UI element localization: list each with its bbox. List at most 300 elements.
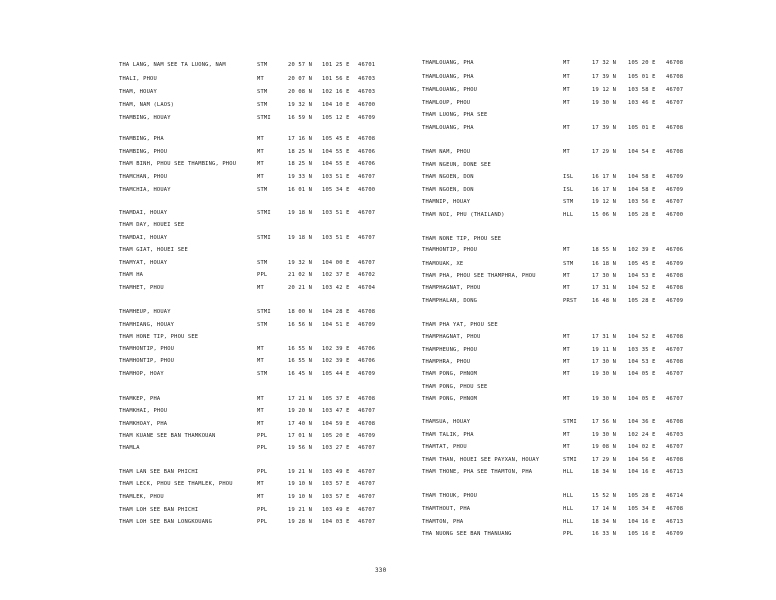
entry-lat: 19 56 N <box>288 445 313 451</box>
entry-sheet: 46708 <box>666 359 684 365</box>
entry-sheet: 46706 <box>358 161 376 167</box>
entry-name: THAMOUAK, XE <box>422 261 464 267</box>
entry-type: STMI <box>563 457 577 463</box>
entry-name: THAM HA <box>119 272 144 278</box>
entry-lon: 103 51 E <box>322 174 350 180</box>
entry-sheet: 46709 <box>666 187 684 193</box>
entry-name: THAM PONG, PHOU SEE <box>422 384 488 390</box>
entry-lat: 19 33 N <box>288 174 313 180</box>
entry-type: MT <box>563 60 570 66</box>
entry-lat: 18 25 N <box>288 149 313 155</box>
entry-lon: 102 39 E <box>322 358 350 364</box>
entry-lat: 19 08 N <box>592 444 617 450</box>
entry-name: THAM LECK, PHOU SEE THAMLEK, PHOU <box>119 481 233 487</box>
entry-lon: 103 35 E <box>628 347 656 353</box>
entry-type: MT <box>257 285 264 291</box>
entry-type: MT <box>257 396 264 402</box>
entry-sheet: 46707 <box>358 210 376 216</box>
entry-name: THAMHET, PHOU <box>119 285 164 291</box>
entry-name: THAMYAT, HOUAY <box>119 260 168 266</box>
entry-lon: 105 16 E <box>628 531 656 537</box>
entry-lat: 16 56 N <box>288 322 313 328</box>
entry-name: THAMHONTIP, PHOU <box>119 358 175 364</box>
entry-type: MT <box>563 432 570 438</box>
entry-lon: 104 56 E <box>628 457 656 463</box>
entry-lat: 20 08 N <box>288 89 313 95</box>
entry-lon: 104 10 E <box>322 102 350 108</box>
entry-lon: 101 25 E <box>322 62 350 68</box>
entry-lon: 104 16 E <box>628 519 656 525</box>
entry-type: HLL <box>563 212 574 218</box>
entry-lat: 19 30 N <box>592 371 617 377</box>
entry-type: STM <box>257 322 268 328</box>
entry-name: THAMKEP, PHA <box>119 396 161 402</box>
entry-lon: 105 28 E <box>628 493 656 499</box>
entry-sheet: 46709 <box>358 115 376 121</box>
entry-lat: 16 17 N <box>592 187 617 193</box>
entry-lat: 18 25 N <box>288 161 313 167</box>
entry-type: HLL <box>563 469 574 475</box>
entry-lon: 102 39 E <box>628 247 656 253</box>
entry-lon: 102 37 E <box>322 272 350 278</box>
entry-lon: 105 28 E <box>628 298 656 304</box>
entry-lon: 103 47 E <box>322 408 350 414</box>
entry-name: THAM LOH SEE BAN LONGKOUANG <box>119 519 213 525</box>
entry-sheet: 46708 <box>666 149 684 155</box>
entry-type: MT <box>563 273 570 279</box>
entry-lon: 104 53 E <box>628 273 656 279</box>
entry-type: MT <box>563 87 570 93</box>
entry-type: PRST <box>563 298 577 304</box>
entry-sheet: 46709 <box>358 433 376 439</box>
entry-lat: 17 30 N <box>592 273 617 279</box>
entry-name: THAM NGOEN, DON <box>422 174 474 180</box>
entry-type: STMI <box>257 309 271 315</box>
entry-lat: 17 39 N <box>592 74 617 80</box>
entry-lon: 104 55 E <box>322 161 350 167</box>
entry-sheet: 46703 <box>358 89 376 95</box>
entry-type: HLL <box>563 493 574 499</box>
entry-lat: 20 07 N <box>288 76 313 82</box>
entry-name: THAM PHA, PHOU SEE THAMPHRA, PHOU <box>422 273 536 279</box>
entry-lon: 103 46 E <box>628 100 656 106</box>
entry-type: MT <box>563 285 570 291</box>
entry-type: HLL <box>563 506 574 512</box>
entry-name: THAM HONE TIP, PHOU SEE <box>119 334 199 340</box>
entry-name: THAMBING, HOUAY <box>119 115 171 121</box>
entry-lat: 16 48 N <box>592 298 617 304</box>
entry-lon: 104 05 E <box>628 371 656 377</box>
entry-lon: 105 45 E <box>322 136 350 142</box>
entry-lon: 105 44 E <box>322 371 350 377</box>
entry-name: THAMLOUANG, PHA <box>422 60 474 66</box>
entry-name: THAMKHOAY, PHA <box>119 421 168 427</box>
entry-sheet: 46708 <box>666 273 684 279</box>
entry-sheet: 46707 <box>358 481 376 487</box>
entry-lon: 102 16 E <box>322 89 350 95</box>
entry-sheet: 46713 <box>666 519 684 525</box>
entry-lat: 17 31 N <box>592 334 617 340</box>
entry-lon: 105 01 E <box>628 74 656 80</box>
entry-sheet: 46708 <box>358 136 376 142</box>
entry-lon: 104 52 E <box>628 334 656 340</box>
entry-name: THAMPHEUNG, PHOU <box>422 347 478 353</box>
entry-type: MT <box>257 161 264 167</box>
entry-lat: 17 32 N <box>592 60 617 66</box>
entry-type: STM <box>257 187 268 193</box>
entry-type: STM <box>257 62 268 68</box>
entry-sheet: 46700 <box>358 187 376 193</box>
entry-sheet: 46713 <box>666 469 684 475</box>
entry-name: THAMBING, PHA <box>119 136 164 142</box>
entry-sheet: 46709 <box>358 322 376 328</box>
entry-lat: 17 01 N <box>288 433 313 439</box>
entry-lon: 104 02 E <box>628 444 656 450</box>
entry-lat: 17 40 N <box>288 421 313 427</box>
entry-lat: 18 55 N <box>592 247 617 253</box>
entry-lat: 17 39 N <box>592 125 617 131</box>
entry-type: MT <box>257 421 264 427</box>
entry-lon: 104 16 E <box>628 469 656 475</box>
entry-name: THAM THAN, HOUEI SEE PAYXAN, HOUAY <box>422 457 540 463</box>
entry-type: MT <box>563 74 570 80</box>
entry-type: MT <box>563 396 570 402</box>
entry-type: MT <box>257 494 264 500</box>
entry-lat: 19 30 N <box>592 432 617 438</box>
entry-name: THAMPHAGNAT, PHOU <box>422 285 481 291</box>
entry-name: THAMCHAN, PHOU <box>119 174 168 180</box>
entry-sheet: 46707 <box>666 87 684 93</box>
entry-lon: 105 34 E <box>628 506 656 512</box>
entry-type: PPL <box>257 469 268 475</box>
entry-name: THA LANG, NAM SEE TA LUONG, NAM <box>119 62 226 68</box>
entry-lon: 104 28 E <box>322 309 350 315</box>
entry-lon: 104 36 E <box>628 419 656 425</box>
entry-sheet: 46709 <box>666 174 684 180</box>
entry-lon: 103 56 E <box>628 199 656 205</box>
entry-lat: 18 34 N <box>592 519 617 525</box>
entry-name: THAM NONE TIP, PHOU SEE <box>422 236 502 242</box>
entry-lat: 19 18 N <box>288 210 313 216</box>
entry-name: THAMDAI, HOUAY <box>119 210 168 216</box>
entry-lat: 19 10 N <box>288 494 313 500</box>
entry-name: THAM BINH, PHOU SEE THAMBING, PHOU <box>119 161 237 167</box>
entry-type: MT <box>563 149 570 155</box>
entry-lon: 103 42 E <box>322 285 350 291</box>
entry-lat: 19 28 N <box>288 519 313 525</box>
entry-lat: 19 30 N <box>592 100 617 106</box>
entry-type: STMI <box>257 115 271 121</box>
entry-name: THAMSUA, HOUAY <box>422 419 471 425</box>
entry-lon: 103 49 E <box>322 507 350 513</box>
entry-lon: 103 51 E <box>322 210 350 216</box>
entry-name: THAM DAY, HOUEI SEE <box>119 222 185 228</box>
entry-type: ISL <box>563 174 574 180</box>
entry-lon: 104 53 E <box>628 359 656 365</box>
entry-lat: 18 34 N <box>592 469 617 475</box>
entry-lat: 19 32 N <box>288 102 313 108</box>
entry-sheet: 46706 <box>358 358 376 364</box>
entry-type: STM <box>563 261 574 267</box>
entry-lat: 21 02 N <box>288 272 313 278</box>
entry-lon: 103 57 E <box>322 494 350 500</box>
entry-name: THAMDAI, HOUAY <box>119 235 168 241</box>
entry-lon: 104 03 E <box>322 519 350 525</box>
entry-lon: 105 34 E <box>322 187 350 193</box>
entry-sheet: 46708 <box>666 506 684 512</box>
entry-name: THAM NGOEN, DON <box>422 187 474 193</box>
entry-sheet: 46704 <box>358 285 376 291</box>
entry-lat: 16 55 N <box>288 358 313 364</box>
entry-name: THAM PONG, PHNOM <box>422 396 478 402</box>
entry-lon: 101 56 E <box>322 76 350 82</box>
entry-lat: 17 30 N <box>592 359 617 365</box>
entry-lon: 104 54 E <box>628 149 656 155</box>
entry-type: MT <box>563 371 570 377</box>
entry-lon: 105 12 E <box>322 115 350 121</box>
entry-type: MT <box>257 408 264 414</box>
entry-name: THAMTAT, PHOU <box>422 444 467 450</box>
entry-sheet: 46703 <box>666 432 684 438</box>
entry-type: STM <box>257 102 268 108</box>
entry-name: THAMLOUP, PHOU <box>422 100 471 106</box>
entry-name: THAM NOI, PHU (THAILAND) <box>422 212 505 218</box>
entry-name: THAMPHAGNAT, PHOU <box>422 334 481 340</box>
entry-lon: 104 55 E <box>322 149 350 155</box>
entry-lat: 19 12 N <box>592 199 617 205</box>
entry-lon: 102 24 E <box>628 432 656 438</box>
entry-type: MT <box>257 136 264 142</box>
entry-sheet: 46701 <box>358 62 376 68</box>
entry-sheet: 46706 <box>358 149 376 155</box>
entry-name: THAMHONTIP, PHOU <box>422 247 478 253</box>
entry-sheet: 46708 <box>666 60 684 66</box>
entry-sheet: 46706 <box>666 247 684 253</box>
entry-sheet: 46707 <box>666 371 684 377</box>
entry-name: THAMLOUANG, PHA <box>422 125 474 131</box>
entry-sheet: 46707 <box>666 444 684 450</box>
entry-lat: 16 33 N <box>592 531 617 537</box>
entry-sheet: 46707 <box>358 507 376 513</box>
entry-lat: 17 29 N <box>592 149 617 155</box>
entry-type: STM <box>563 199 574 205</box>
entry-type: STMI <box>257 235 271 241</box>
entry-lat: 17 16 N <box>288 136 313 142</box>
entry-lon: 103 51 E <box>322 235 350 241</box>
entry-lat: 16 18 N <box>592 261 617 267</box>
entry-sheet: 46708 <box>358 309 376 315</box>
entry-type: MT <box>563 247 570 253</box>
entry-name: THAMLA <box>119 445 140 451</box>
entry-lat: 16 45 N <box>288 371 313 377</box>
entry-sheet: 46707 <box>666 100 684 106</box>
entry-name: THAM THOUK, PHOU <box>422 493 478 499</box>
entry-lon: 103 57 E <box>322 481 350 487</box>
entry-lon: 104 05 E <box>628 396 656 402</box>
entry-sheet: 46700 <box>358 102 376 108</box>
page-number: 330 <box>375 567 387 574</box>
entry-lat: 16 59 N <box>288 115 313 121</box>
entry-sheet: 46708 <box>666 74 684 80</box>
entry-lon: 104 59 E <box>322 421 350 427</box>
entry-lat: 19 11 N <box>592 347 617 353</box>
entry-sheet: 46706 <box>358 346 376 352</box>
entry-sheet: 46707 <box>358 260 376 266</box>
entry-sheet: 46707 <box>358 174 376 180</box>
entry-lat: 19 10 N <box>288 481 313 487</box>
entry-sheet: 46709 <box>666 531 684 537</box>
entry-name: THAM LUONG, PHA SEE <box>422 112 488 118</box>
entry-name: THAMLEK, PHOU <box>119 494 164 500</box>
entry-type: MT <box>563 125 570 131</box>
entry-name: THAMHIANG, HOUAY <box>119 322 175 328</box>
entry-lat: 16 55 N <box>288 346 313 352</box>
entry-sheet: 46708 <box>666 419 684 425</box>
entry-type: PPL <box>257 433 268 439</box>
entry-sheet: 46707 <box>666 199 684 205</box>
entry-lat: 17 29 N <box>592 457 617 463</box>
entry-type: PPL <box>257 445 268 451</box>
entry-sheet: 46707 <box>358 445 376 451</box>
entry-sheet: 46702 <box>358 272 376 278</box>
entry-sheet: 46703 <box>358 76 376 82</box>
entry-lon: 104 58 E <box>628 174 656 180</box>
entry-sheet: 46708 <box>358 421 376 427</box>
entry-sheet: 46709 <box>358 371 376 377</box>
entry-name: THAMNIP, HOUAY <box>422 199 471 205</box>
entry-sheet: 46708 <box>666 285 684 291</box>
entry-type: MT <box>257 76 264 82</box>
entry-type: STM <box>257 89 268 95</box>
entry-type: MT <box>257 174 264 180</box>
entry-lat: 16 17 N <box>592 174 617 180</box>
entry-name: THAM, NAM (LAOS) <box>119 102 175 108</box>
entry-name: THAM GIAT, HOUEI SEE <box>119 247 188 253</box>
entry-type: MT <box>257 346 264 352</box>
entry-sheet: 46707 <box>358 469 376 475</box>
entry-sheet: 46708 <box>666 457 684 463</box>
entry-lat: 17 56 N <box>592 419 617 425</box>
entry-name: THAM NAM, PHOU <box>422 149 471 155</box>
entry-type: MT <box>563 334 570 340</box>
entry-sheet: 46714 <box>666 493 684 499</box>
entry-lat: 18 00 N <box>288 309 313 315</box>
entry-name: THAM, HOUAY <box>119 89 157 95</box>
entry-lat: 15 52 N <box>592 493 617 499</box>
entry-sheet: 46707 <box>666 347 684 353</box>
entry-name: THAMTON, PHA <box>422 519 464 525</box>
entry-lat: 19 30 N <box>592 396 617 402</box>
entry-name: THAMHONTIP, PHOU <box>119 346 175 352</box>
entry-type: MT <box>563 359 570 365</box>
entry-lat: 19 21 N <box>288 469 313 475</box>
entry-lat: 19 32 N <box>288 260 313 266</box>
entry-lat: 20 57 N <box>288 62 313 68</box>
entry-sheet: 46709 <box>666 298 684 304</box>
entry-type: MT <box>257 481 264 487</box>
entry-type: STMI <box>563 419 577 425</box>
entry-name: THA NUONG SEE BAN THANUANG <box>422 531 512 537</box>
entry-type: PPL <box>257 519 268 525</box>
entry-sheet: 46700 <box>666 212 684 218</box>
entry-lon: 105 01 E <box>628 125 656 131</box>
entry-type: STM <box>257 260 268 266</box>
entry-sheet: 46707 <box>358 494 376 500</box>
entry-name: THAMKHAI, PHOU <box>119 408 168 414</box>
entry-type: PPL <box>257 272 268 278</box>
entry-sheet: 46707 <box>358 235 376 241</box>
entry-lon: 105 37 E <box>322 396 350 402</box>
entry-type: HLL <box>563 519 574 525</box>
entry-type: MT <box>563 100 570 106</box>
entry-name: THAM LAN SEE BAN PHICHI <box>119 469 199 475</box>
entry-name: THAMTHOUT, PHA <box>422 506 471 512</box>
entry-lon: 103 58 E <box>628 87 656 93</box>
entry-name: THAMHOP, HOAY <box>119 371 164 377</box>
entry-type: MT <box>257 149 264 155</box>
entry-name: THAMLOUANG, PHOU <box>422 87 478 93</box>
entry-name: THAM TALIK, PHA <box>422 432 474 438</box>
entry-lat: 19 21 N <box>288 507 313 513</box>
entry-lon: 103 49 E <box>322 469 350 475</box>
entry-lon: 104 52 E <box>628 285 656 291</box>
entry-sheet: 46708 <box>666 125 684 131</box>
entry-sheet: 46709 <box>666 261 684 267</box>
entry-lat: 17 21 N <box>288 396 313 402</box>
entry-lon: 105 28 E <box>628 212 656 218</box>
entry-type: STMI <box>257 210 271 216</box>
entry-name: THAM LOH SEE BAN PHICHI <box>119 507 199 513</box>
entry-type: MT <box>563 444 570 450</box>
entry-lon: 104 51 E <box>322 322 350 328</box>
entry-type: PPL <box>257 507 268 513</box>
entry-sheet: 46707 <box>666 396 684 402</box>
entry-lat: 19 20 N <box>288 408 313 414</box>
entry-lat: 19 12 N <box>592 87 617 93</box>
entry-sheet: 46707 <box>358 519 376 525</box>
entry-sheet: 46707 <box>358 408 376 414</box>
entry-lat: 15 06 N <box>592 212 617 218</box>
entry-lon: 105 20 E <box>322 433 350 439</box>
entry-name: THALI, PHOU <box>119 76 157 82</box>
entry-name: THAMLOUANG, PHA <box>422 74 474 80</box>
entry-lon: 104 58 E <box>628 187 656 193</box>
entry-name: THAMHEUP, HOUAY <box>119 309 171 315</box>
entry-name: THAMPHALAN, DONG <box>422 298 478 304</box>
entry-name: THAM KUANE SEE BAN THAMKOUAN <box>119 433 216 439</box>
entry-name: THAMCHIA, HOUAY <box>119 187 171 193</box>
entry-lat: 17 14 N <box>592 506 617 512</box>
entry-lat: 17 31 N <box>592 285 617 291</box>
entry-lon: 103 27 E <box>322 445 350 451</box>
entry-lon: 105 45 E <box>628 261 656 267</box>
entry-type: PPL <box>563 531 574 537</box>
entry-name: THAM THONE, PHA SEE THAMTON, PHA <box>422 469 533 475</box>
entry-type: MT <box>563 347 570 353</box>
entry-type: STM <box>257 371 268 377</box>
entry-name: THAMPHRA, PHOU <box>422 359 471 365</box>
entry-lon: 105 20 E <box>628 60 656 66</box>
entry-lat: 19 18 N <box>288 235 313 241</box>
entry-name: THAM PONG, PHNOM <box>422 371 478 377</box>
entry-lat: 20 21 N <box>288 285 313 291</box>
entry-lon: 104 00 E <box>322 260 350 266</box>
entry-name: THAM NGEUN, DONE SEE <box>422 162 491 168</box>
entry-type: MT <box>257 358 264 364</box>
entry-sheet: 46708 <box>666 334 684 340</box>
entry-name: THAMBING, PHOU <box>119 149 168 155</box>
entry-sheet: 46708 <box>358 396 376 402</box>
